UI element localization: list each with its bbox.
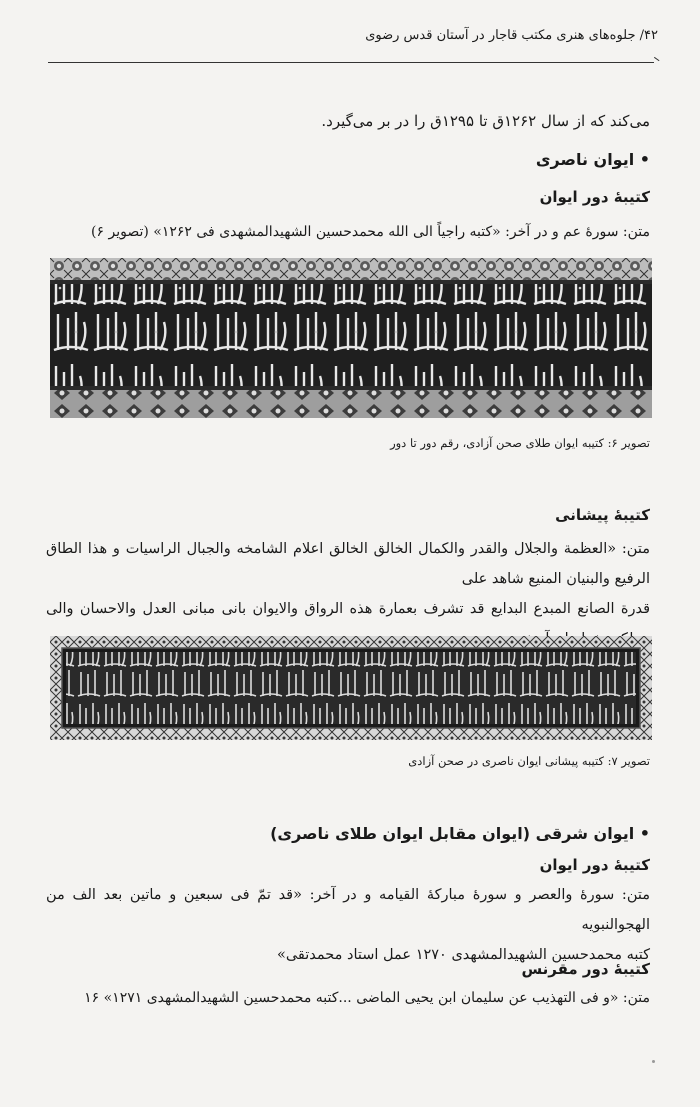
section-title-eastern-iwan: • ایوان شرقی (ایوان مقابل ایوان طلای ناصری)	[270, 824, 650, 843]
subtitle-iwan-border-inscription: کتیبهٔ دور ایوان	[539, 188, 650, 206]
header-rule	[48, 62, 654, 63]
running-header: ۴۲/ جلوه‌های هنری مکتب قاجار در آستان قدس رضوی	[365, 28, 658, 43]
figure-6-inscription-image	[50, 258, 652, 418]
eastern-text-line-1: متن: سورهٔ والعصر و سورهٔ مبارکهٔ القیامه و در آخر: «قد تمّ فی سبعین و ماتین بعد الف من الهجوالنبویه	[46, 887, 650, 933]
eastern-inscription-text	[46, 880, 650, 970]
figure-7-caption: تصویر ۷: کتیبه پیشانی ایوان ناصری در صحن آزادی	[408, 754, 650, 768]
frontal-text-line-2: قدرة الصانع المبدع البدایع قد تشرف بعمارة هذه الرواق والایوان بانی مبانی العدل والاحسان والی	[46, 601, 650, 617]
subtitle-muqarnas-inscription: کتیبهٔ دور مقرنس	[521, 960, 650, 978]
intro-line: می‌کند که از سال ۱۲۶۲ق تا ۱۲۹۵ق را در بر می‌گیرد.	[321, 112, 650, 130]
section-title-naseri-iwan: • ایوان ناصری	[535, 150, 650, 169]
inscription-text-1: متن: سورهٔ عم و در آخر: «کتبه راجیاً الی الله محمدحسین الشهیدالمشهدی فی ۱۲۶۲» (تصویر ۶)	[91, 224, 650, 240]
subtitle-eastern-border-inscription: کتیبهٔ دور ایوان	[539, 856, 650, 874]
page-speck	[652, 1060, 655, 1063]
subtitle-frontal-inscription: کتیبهٔ پیشانی	[555, 506, 650, 524]
muqarnas-inscription-text: متن: «و فی التهذیب عن سلیمان ابن یحیی الماضی ...کتبه محمدحسین الشهیدالمشهدی ۱۲۷۱» ۱۶	[84, 990, 650, 1006]
frontal-text-line-1: متن: «العظمة والجلال والقدر والکمال الخالق الخالق اعلام الشامخه والجبال الراسیات و هذا الطاق الرفیع والبنیان المنیع شاهد علی	[46, 541, 650, 587]
figure-7-inscription-image	[50, 636, 652, 740]
eastern-text-line-2: کتبه محمدحسین الشهیدالمشهدی ۱۲۷۰ عمل استاد محمدتقی»	[276, 947, 650, 963]
figure-6-caption: تصویر ۶: کتیبه ایوان طلای صحن آزادی، رقم دور تا دور	[390, 436, 650, 450]
header-corner-mark	[651, 57, 660, 66]
